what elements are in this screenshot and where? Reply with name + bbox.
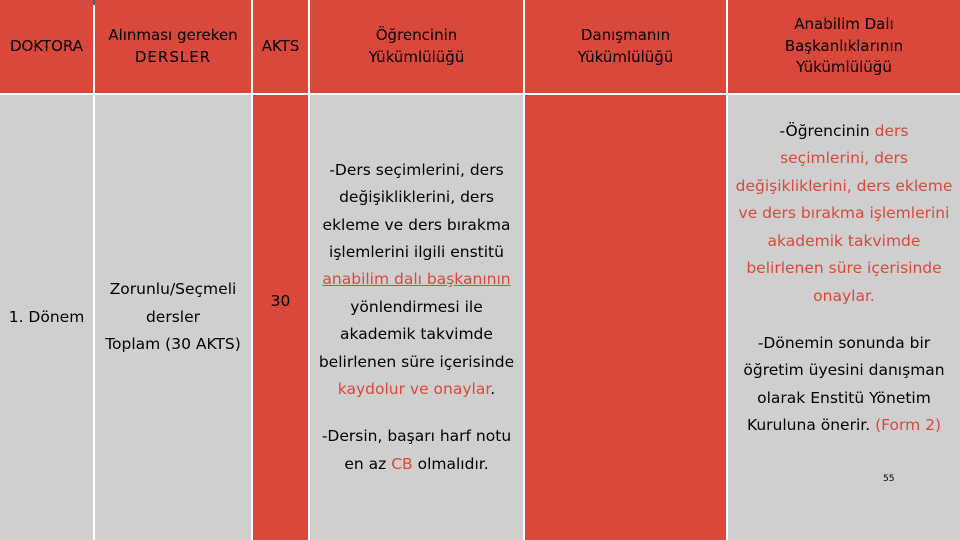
student-p1-red-line: anabilim dalı başkanının [322,270,511,289]
student-p2-line1: -Dersin, başarı harf notu [321,427,512,446]
student-obligation-2 [322,423,511,478]
header-anabilim-line1: Anabilim Dalı [794,14,894,33]
header-cell-dersler [95,0,251,93]
dept-p1-line3: değişikliklerini, ders ekleme [735,176,953,195]
student-p1-line7: akademik takvimde [340,325,493,344]
dept-p2-form-ref: (Form 2) [875,416,942,435]
dept-p1-first: -Öğrencinin [779,122,870,140]
header-cell-akts [253,0,308,93]
header-cell-anabilim [728,0,960,93]
header-dersler-line2: DERSLER [134,47,212,66]
header-danisman-line2: Yükümlülüğü [577,47,674,66]
department-obligation-1 [736,118,953,310]
header-cell-doktora [0,0,93,93]
header-dersler-line1: Alınması gereken [108,25,238,44]
dept-p1-line4: ve ders bırakma işlemlerini [738,204,950,223]
student-p2-grade: CB [391,454,413,473]
akts-value: 30 [270,291,291,310]
courses-line1: Zorunlu/Seçmeli [109,280,237,299]
courses-cell [95,95,251,540]
courses-line3: Toplam (30 AKTS) [105,335,241,354]
student-p2-pre: en az [344,454,387,473]
dept-p1-line5: akademik takvimde [767,231,921,250]
student-obligation-1 [319,157,514,404]
department-obligation-2 [743,330,944,440]
dept-p1-line6: belirlenen süre içerisinde [746,259,942,278]
page-number: 55 [883,474,895,484]
header-cell-danisman [525,0,726,93]
header-ogrenci-line1: Öğrencinin [375,25,458,44]
dept-p2-line4-pre: Kuruluna önerir. [746,416,871,435]
dept-p1-line2: seçimlerini, ders [780,149,908,168]
student-p1-period: . [490,380,496,399]
akts-cell [253,95,308,540]
dept-p2-line2: öğretim üyesini danışman [743,361,945,380]
header-ogrenci-line2: Yükümlülüğü [368,47,465,66]
student-p1-line2: değişikliklerini, ders [339,188,494,207]
advisor-cell [525,95,726,540]
header-anabilim-line2: Başkanlıklarının [784,36,904,55]
student-cell [310,95,523,540]
dept-p2-line3: olarak Enstitü Yönetim [757,388,931,407]
student-p1-line6: yönlendirmesi ile [350,297,483,316]
department-cell [728,95,960,540]
dept-p1-line1 [736,118,953,145]
term-cell [0,95,93,540]
dept-p1-first-red: ders [874,122,909,140]
header-danisman-line1: Danışmanın [580,25,671,44]
student-p1-line9 [319,376,514,403]
student-p1-line3: ekleme ve ders bırakma [322,215,511,234]
student-p2-line2 [322,451,511,478]
student-p1-line8: belirlenen süre içerisinde [318,352,515,371]
student-p2-post: olmalıdır. [417,454,489,473]
term-label: 1. Dönem [8,307,85,326]
student-p1-line1: -Ders seçimlerini, ders [329,160,504,179]
student-p1-line4: işlemlerini ilgili enstitü [329,242,504,261]
courses-line2: dersler [145,307,201,326]
dept-p1-line7: onaylar. [813,286,875,305]
dept-p2-line1: -Dönemin sonunda bir [757,333,931,352]
student-p1-red-end: kaydolur ve onaylar [337,380,491,399]
header-akts: AKTS [261,36,300,55]
header-anabilim-line3: Yükümlülüğü [796,58,892,77]
header-doktora: DOKTORA [9,36,84,55]
dept-p2-line4 [743,412,944,439]
header-cell-ogrenci [310,0,523,93]
